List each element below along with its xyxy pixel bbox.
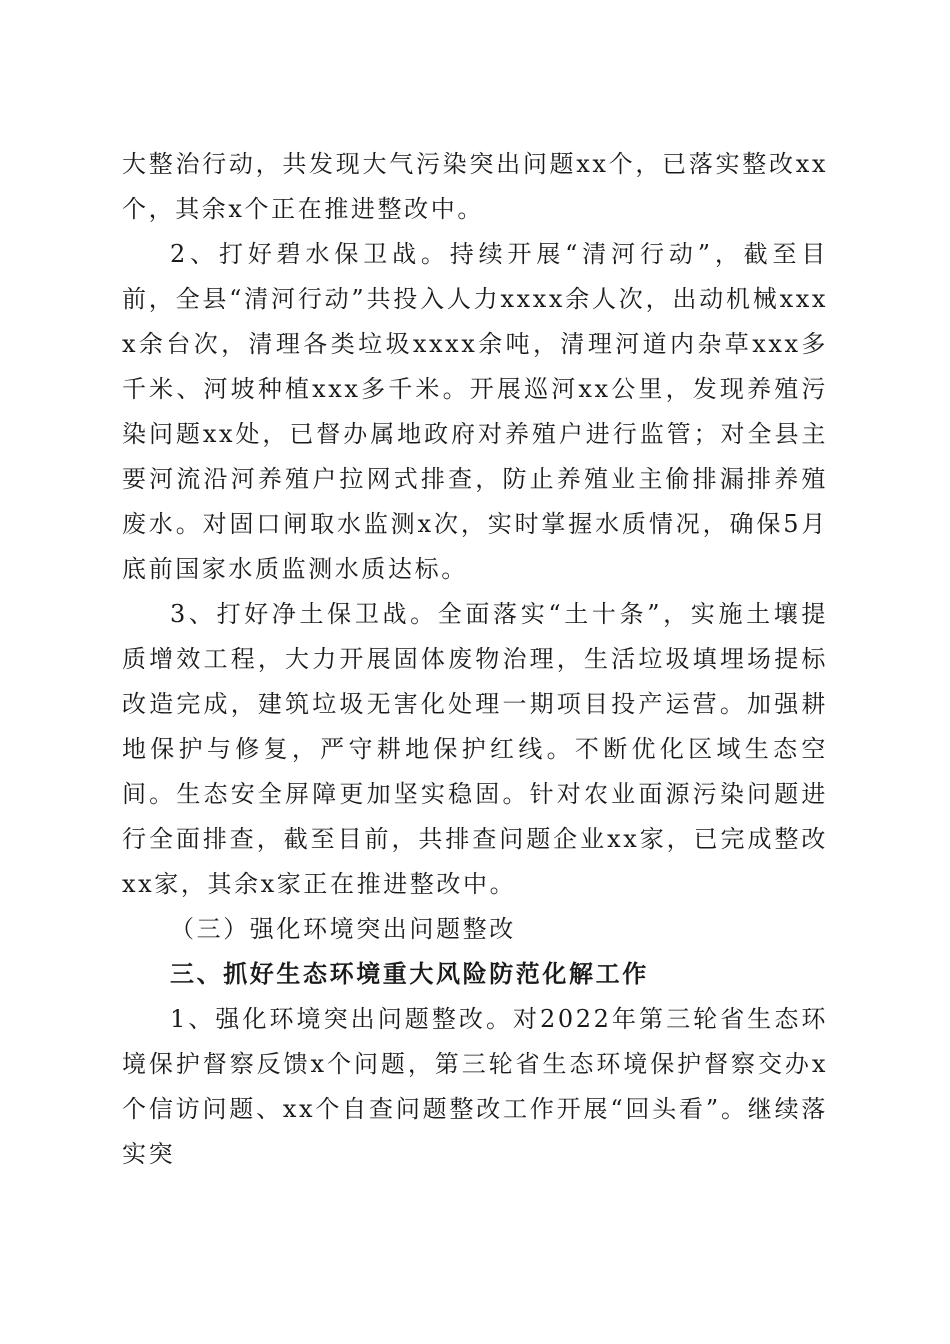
paragraph-clear-water: 2、打好碧水保卫战。持续开展“清河行动”，截至目前，全县“清河行动”共投入人力xxxx余人次，出动机械xxxx余台次，清理各类垃圾xxxx余吨，清理河道内杂草xxx多千米、河坡种植xxx多千米。开展巡河xx公里，发现养殖污染问题xx处，已督办属地政府对养殖户进行监管；对全县主要河流沿河养殖户拉网式排查，防止养殖业主偷排漏排养殖废水。对固口闸取水监测x次，实时掌握水质情况，确保5月底前国家水质监测水质达标。 <box>122 240 828 583</box>
section-heading: 三、抓好生态环境重大风险防范化解工作 <box>170 960 649 988</box>
paragraph-rectification: 1、强化环境突出问题整改。对2022年第三轮省生态环境保护督察反馈x个问题，第三轮省生态环境保护督察交办x个信访问题、xx个自查问题整改工作开展“回头看”。继续落实突 <box>122 1005 828 1168</box>
paragraph-continuation: 大整治行动，共发现大气污染突出问题xx个，已落实整改xx个，其余x个正在推进整改中。 <box>122 150 828 223</box>
paragraph-clean-soil: 3、打好净土保卫战。全面落实“土十条”，实施土壤提质增效工程，大力开展固体废物治理，生活垃圾填埋场提标改造完成，建筑垃圾无害化处理一期项目投产运营。加强耕地保护与修复，严守耕地保护红线。不断优化区域生态空间。生态安全屏障更加坚实稳固。针对农业面源污染问题进行全面排查，截至目前，共排查问题企业xx家，已完成整改xx家，其余x家正在推进整改中。 <box>122 600 828 898</box>
document-body <box>122 142 828 1177</box>
sub-heading: （三）强化环境突出问题整改 <box>170 915 516 943</box>
